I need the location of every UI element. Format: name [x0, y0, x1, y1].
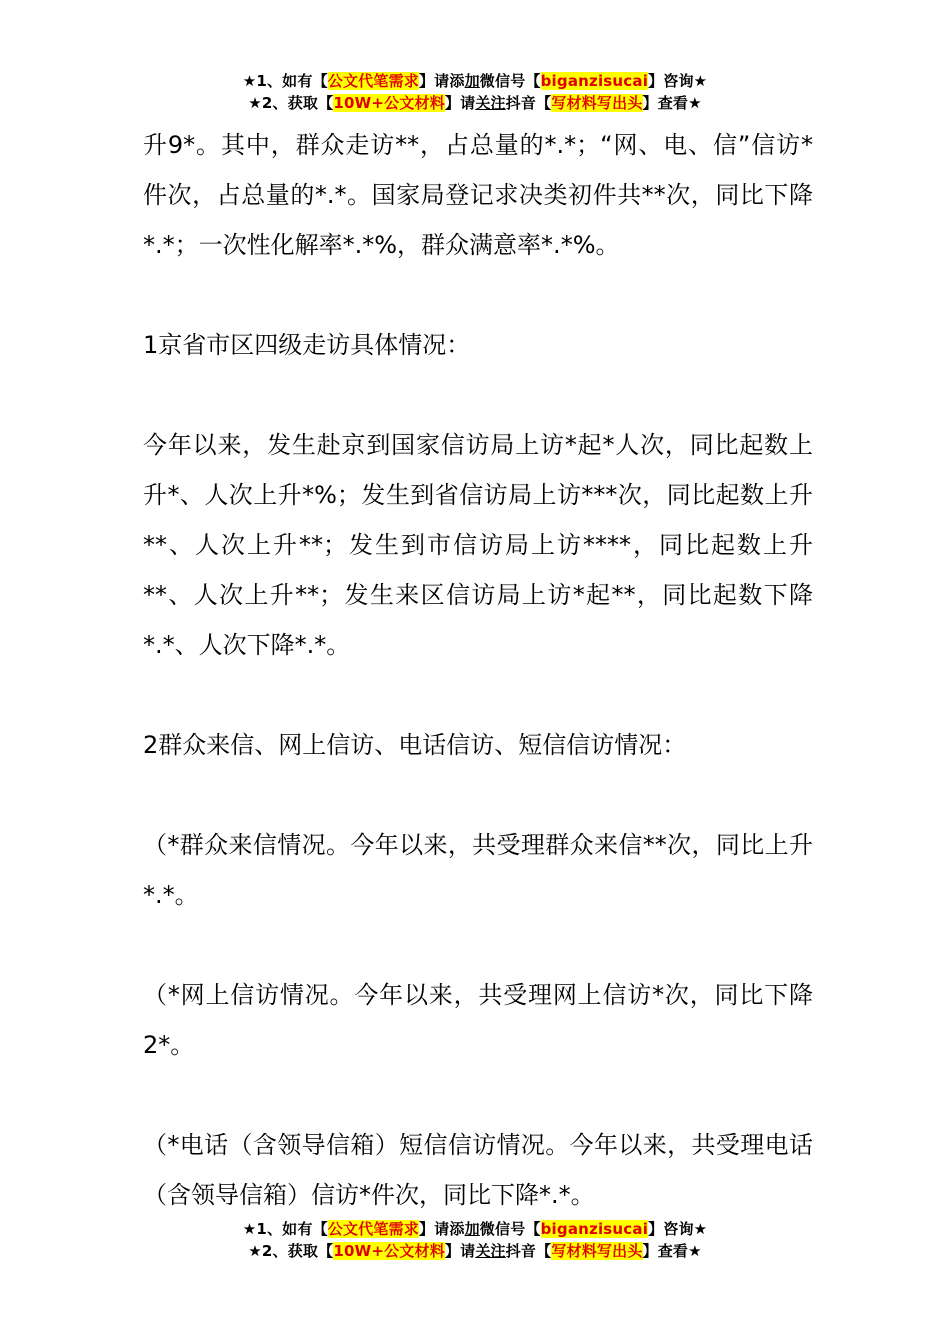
banner-underlined-text: 加 [464, 72, 480, 90]
banner-text: 】请 [444, 1242, 476, 1260]
header-ad-banner [0, 70, 950, 114]
banner-text: 抖音【 [505, 94, 552, 112]
banner-line-1 [0, 1218, 950, 1240]
service-highlight: 公文代笔需求 [327, 72, 419, 90]
service-highlight: 公文代笔需求 [327, 1220, 419, 1238]
banner-text: 】咨询★ [648, 72, 708, 90]
banner-text: 抖音【 [505, 1242, 552, 1260]
banner-text: ★1、如有【 [242, 1220, 328, 1238]
banner-text: 】请添 [418, 72, 465, 90]
paragraph-visits: 今年以来，发生赴京到国家信访局上访*起*人次，同比起数上升*、人次上升*%；发生到省信访局上访***次，同比起数上升**、人次上升**；发生到市信访局上访****，同比起数上升**、人次上升**；发生来区信访局上访*起**，同比起数下降*.*、人次下降*.*。 [143, 431, 813, 659]
douyin-account-highlight: 写材料写出头 [551, 1242, 643, 1260]
banner-text: ★1、如有【 [242, 72, 328, 90]
paragraph-letters: （*群众来信情况。今年以来，共受理群众来信**次，同比上升*.*。 [143, 831, 813, 909]
wechat-id-highlight: biganzisucai [540, 1220, 649, 1238]
banner-underlined-text: 加 [464, 1220, 480, 1238]
banner-line-2 [0, 92, 950, 114]
banner-underlined-text: 关注 [475, 94, 506, 112]
banner-text: 】查看★ [642, 94, 702, 112]
banner-text: 】请 [444, 94, 476, 112]
section-heading-channels: 2群众来信、网上信访、电话信访、短信信访情况： [143, 731, 687, 759]
wechat-id-highlight: biganzisucai [540, 72, 649, 90]
banner-text: 】查看★ [642, 1242, 702, 1260]
banner-text: 微信号【 [479, 1220, 541, 1238]
banner-text: 微信号【 [479, 72, 541, 90]
paragraph-phone-sms: （*电话（含领导信箱）短信信访情况。今年以来，共受理电话（含领导信箱）信访*件次，同比下降*.*。 [143, 1131, 813, 1209]
paragraph-online: （*网上信访情况。今年以来，共受理网上信访*次，同比下降2*。 [143, 981, 813, 1059]
paragraph-summary: 升9*。其中，群众走访**，占总量的*.*；“网、电、信”信访*件次，占总量的*.*。国家局登记求决类初件共**次，同比下降*.*；一次性化解率*.*%，群众满意率*.*%。 [143, 131, 813, 259]
banner-line-2 [0, 1240, 950, 1262]
banner-underlined-text: 关注 [475, 1242, 506, 1260]
banner-text: ★2、获取【 [248, 1242, 334, 1260]
banner-text: 】请添 [418, 1220, 465, 1238]
materials-highlight: 10W+公文材料 [333, 94, 445, 112]
document-body [143, 120, 813, 1220]
section-heading-visits: 1京省市区四级走访具体情况： [143, 331, 471, 359]
footer-ad-banner [0, 1218, 950, 1262]
banner-line-1 [0, 70, 950, 92]
banner-text: 】咨询★ [648, 1220, 708, 1238]
materials-highlight: 10W+公文材料 [333, 1242, 445, 1260]
douyin-account-highlight: 写材料写出头 [551, 94, 643, 112]
banner-text: ★2、获取【 [248, 94, 334, 112]
